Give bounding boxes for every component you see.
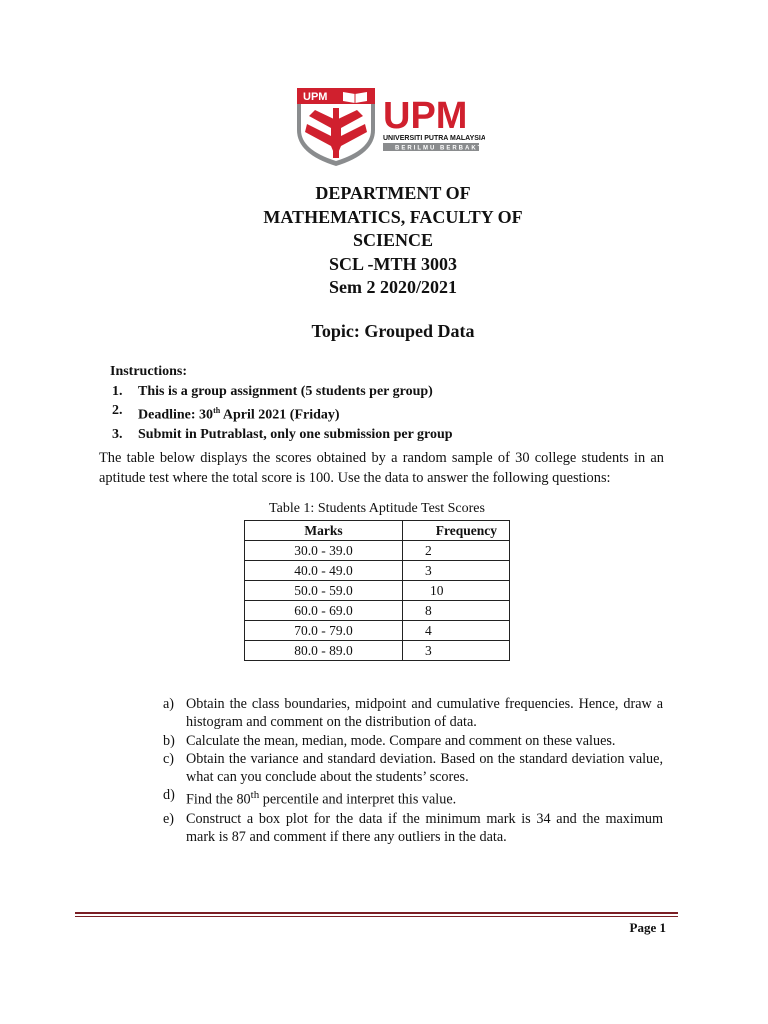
- intro-paragraph: The table below displays the scores obtained by a random sample of 30 college students in an aptitude test where the total score is 100. Use the data to answer the following questions:: [99, 450, 664, 486]
- instruction-text-post: April 2021 (Friday): [220, 407, 340, 423]
- instruction-number: 3.: [112, 427, 123, 443]
- table-header-row: [245, 521, 510, 541]
- logo-motto: BERILMU BERBAKTI: [395, 145, 485, 152]
- question-text: Construct a box plot for the data if the minimum mark is 34 and the maximum mark is 87 and comment if there any outliers in the data.: [186, 810, 663, 845]
- table-row: [245, 561, 510, 581]
- question-label: d): [163, 787, 175, 804]
- instruction-text: This is a group assignment (5 students per group): [138, 383, 433, 399]
- topic-title: Topic: Grouped Data: [311, 321, 475, 341]
- instruction-text-pre: Deadline: 30: [138, 407, 214, 423]
- instruction-item: [112, 401, 453, 425]
- question-text: Obtain the variance and standard deviation. Based on the standard deviation value, what can you conclude about the students’ scores.: [186, 750, 663, 786]
- question-label: e): [163, 810, 175, 827]
- instruction-superscript: th: [213, 406, 221, 415]
- logo-university-name: UNIVERSITI PUTRA MALAYSIA: [383, 135, 485, 142]
- footer-rule: [75, 912, 678, 914]
- question-label: c): [163, 750, 175, 767]
- table-row: [245, 641, 510, 661]
- marks-cell: 40.0 - 49.0: [245, 561, 403, 581]
- marks-cell: 50.0 - 59.0: [245, 581, 403, 601]
- question-text-post: percentile and interpret this value.: [259, 792, 457, 809]
- question-text: Calculate the mean, median, mode. Compare and comment on these values.: [186, 732, 616, 749]
- table-row: [245, 541, 510, 561]
- frequency-cell: 3: [403, 641, 510, 661]
- table-row: [245, 601, 510, 621]
- logo-small-text: UPM: [303, 91, 328, 103]
- table-row: [245, 621, 510, 641]
- header-line-3: SCIENCE: [352, 230, 434, 250]
- header-line-1: DEPARTMENT OF: [315, 183, 471, 203]
- question-item: [163, 750, 663, 787]
- question-label: b): [163, 732, 175, 749]
- question-item: [163, 695, 663, 732]
- frequency-cell: 8: [403, 601, 510, 621]
- question-superscript: th: [250, 789, 260, 802]
- document-header: [200, 182, 586, 300]
- marks-cell: 60.0 - 69.0: [245, 601, 403, 621]
- marks-cell: 80.0 - 89.0: [245, 641, 403, 661]
- questions-list: [163, 695, 663, 846]
- question-item: [163, 732, 663, 750]
- marks-cell: 30.0 - 39.0: [245, 541, 403, 561]
- column-header-marks: Marks: [245, 521, 403, 541]
- frequency-cell: 10: [403, 581, 510, 601]
- instruction-number: 2.: [112, 403, 123, 418]
- frequency-cell: 3: [403, 561, 510, 581]
- marks-cell: 70.0 - 79.0: [245, 621, 403, 641]
- table-row: [245, 581, 510, 601]
- question-item: [163, 810, 663, 847]
- question-text: Obtain the class boundaries, midpoint and cumulative frequencies. Hence, draw a histogram and comment on the distribution of data.: [186, 696, 663, 731]
- upm-logo: [295, 86, 485, 172]
- footer-rule-thin: [75, 916, 678, 917]
- logo-big-text: UPM: [383, 95, 468, 137]
- page-number: Page 1: [629, 920, 666, 935]
- instructions-title: Instructions:: [110, 364, 188, 379]
- question-label: a): [163, 696, 175, 712]
- column-header-frequency: Frequency: [403, 521, 510, 541]
- header-line-5: Sem 2 2020/2021: [329, 277, 457, 297]
- header-line-2: MATHEMATICS, FACULTY OF: [263, 206, 523, 227]
- header-line-4: SCL -MTH 3003: [328, 253, 457, 274]
- question-text-pre: Find the 80: [186, 792, 251, 809]
- scores-table: [244, 520, 510, 661]
- table-caption: Table 1: Students Aptitude Test Scores: [269, 501, 485, 516]
- instruction-text: Submit in Putrablast, only one submission per group: [138, 427, 453, 443]
- question-item: [163, 786, 663, 809]
- instructions: [110, 362, 453, 445]
- instruction-item: [112, 425, 453, 445]
- instruction-number: 1.: [112, 383, 123, 399]
- frequency-cell: 4: [403, 621, 510, 641]
- upm-crest-icon: [295, 86, 485, 168]
- frequency-cell: 2: [403, 541, 510, 561]
- instructions-list: [112, 382, 453, 445]
- instruction-item: [112, 382, 453, 402]
